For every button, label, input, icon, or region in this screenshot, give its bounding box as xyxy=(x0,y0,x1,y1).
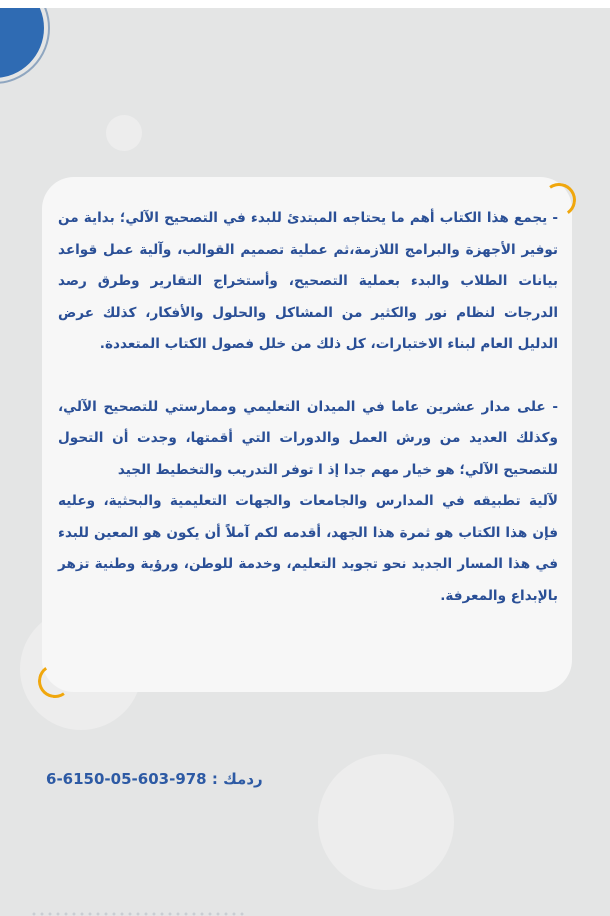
description-text xyxy=(58,203,558,612)
decorative-bubble-large xyxy=(318,754,454,890)
isbn-label: ردمك : 978-603-05-6150-6 xyxy=(46,770,263,788)
author-experience-paragraph: - على مدار عشرين عاما في الميدان التعليمي وممارستي للتصحيح الآلي، وكذلك العديد من ورش العمل والدورات التي أقمتها، وجدت أن التحول للتصحيح الآلي؛ هو خيار مهم جدا إذ ا توفر التدريب والتخطيط الجيد لآلية تطبيقه في المدارس والجامعات والجهات التعليمية والبحثية، وعليه فإن هذا الكتاب هو ثمرة هذا الجهد، أقدمه لكم آملاً أن يكون هو المعين للبدء في هذا المسار الجديد نحو تجويد التعليم، وخدمة للوطن، ورؤية وطنية تزهر بالإبداع والمعرفة. xyxy=(58,398,558,604)
description-card xyxy=(42,177,572,692)
decorative-bubble-small xyxy=(106,115,142,151)
corner-circle-decoration xyxy=(0,8,50,84)
corner-circle-fill xyxy=(0,8,44,78)
back-cover xyxy=(0,8,610,916)
book-summary-paragraph: - يجمع هذا الكتاب أهم ما يحتاجه المبتدئ للبدء في التصحيح الآلي؛ بداية من توفير الأجهزة والبرامج اللازمة،ثم عملية تصميم القوالب، وآلية عمل قواعد بيانات الطلاب والبدء بعملية التصحيح، وأستخراج التقارير وطرق رصد الدرجات لنظام نور والكثير من المشاكل والحلول والأفكار، كذلك عرض الدليل العام لبناء الاختبارات، كل ذلك من خلل فصول الكتاب المتعددة. xyxy=(58,210,558,352)
dotted-divider xyxy=(30,912,246,916)
